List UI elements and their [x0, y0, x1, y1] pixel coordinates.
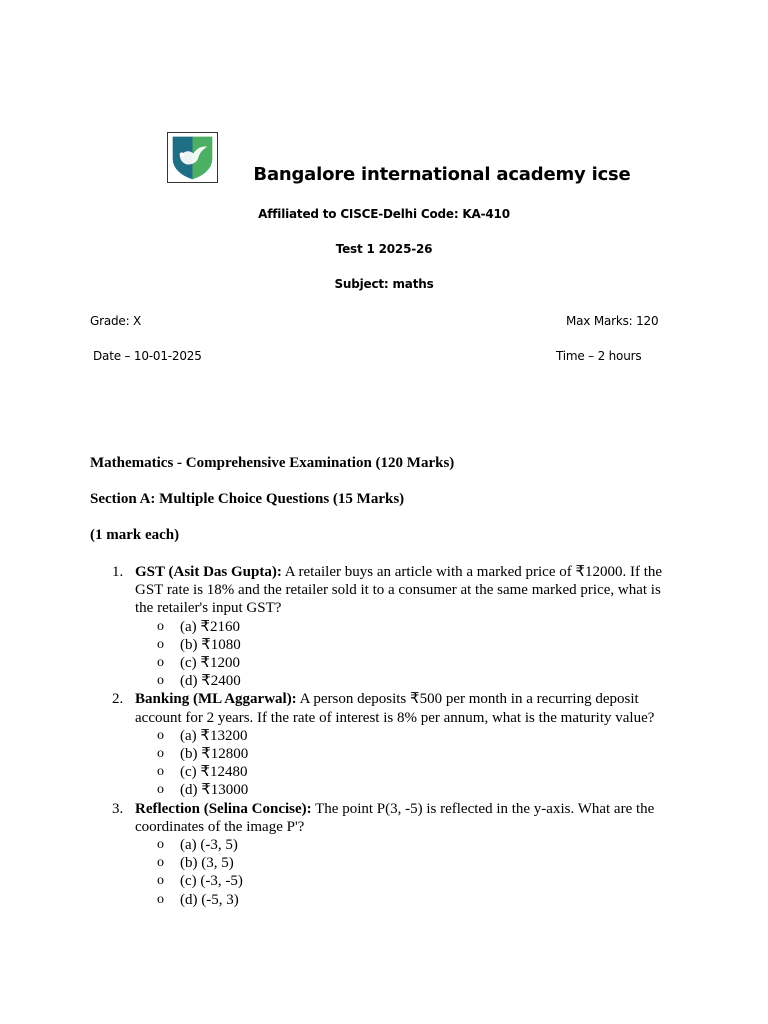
- option-text: (a) ₹2160: [180, 618, 240, 635]
- question-topic: GST (Asit Das Gupta):: [135, 564, 282, 580]
- question-2: [90, 690, 670, 799]
- question-topic: Banking (ML Aggarwal):: [135, 691, 297, 708]
- option-item: [135, 618, 670, 636]
- option-item: [135, 654, 670, 672]
- exam-title: Mathematics - Comprehensive Examination (120 Marks): [90, 455, 455, 471]
- option-item: [135, 745, 670, 763]
- question-1: [90, 563, 670, 690]
- bullet-icon: o: [157, 636, 164, 652]
- option-text: (c) ₹12480: [180, 764, 248, 781]
- option-item: [135, 781, 670, 799]
- option-item: [135, 836, 670, 854]
- bullet-icon: o: [157, 782, 164, 798]
- option-text: (d) ₹2400: [180, 673, 241, 690]
- bullet-icon: o: [157, 855, 164, 871]
- bullet-icon: o: [157, 837, 164, 853]
- question-text: [135, 690, 670, 726]
- question-body: The point P(3, -5) is reflected in the y-axis. What are the coordinates of the image P'?: [135, 800, 655, 835]
- option-text: (d) ₹13000: [180, 782, 249, 799]
- option-text: (a) ₹13200: [180, 727, 248, 744]
- option-text: (b) ₹12800: [180, 746, 249, 763]
- bullet-icon: o: [157, 618, 164, 634]
- question-list: [90, 563, 670, 909]
- bullet-icon: o: [157, 673, 164, 689]
- option-text: (c) ₹1200: [180, 655, 240, 672]
- max-marks-label: Max Marks: 120: [566, 314, 659, 328]
- question-topic: Reflection (Selina Concise):: [135, 800, 312, 817]
- bullet-icon: o: [157, 655, 164, 671]
- question-text: [135, 563, 670, 618]
- option-text: (a) (-3, 5): [180, 837, 238, 854]
- question-body: A person deposits ₹500 per month in a recurring deposit account for 2 years. If the rate of interest is 8% per annum, what is the maturity value?: [135, 691, 655, 726]
- grade-label: Grade: X: [90, 314, 142, 328]
- option-text: (c) (-3, -5): [180, 873, 243, 890]
- option-list: [135, 618, 670, 691]
- test-title: Test 1 2025-26: [335, 242, 433, 256]
- option-item: [135, 891, 670, 909]
- question-text: [135, 800, 670, 836]
- bullet-icon: o: [157, 727, 164, 743]
- subject-line: Subject: maths: [334, 277, 434, 291]
- question-number: 1.: [112, 564, 124, 580]
- bullet-icon: o: [157, 873, 164, 889]
- date-label: Date – 10-01-2025: [93, 349, 202, 363]
- bullet-icon: o: [157, 746, 164, 762]
- option-item: [135, 872, 670, 890]
- marks-note: (1 mark each): [90, 527, 180, 543]
- bullet-icon: o: [157, 764, 164, 780]
- option-item: [135, 727, 670, 745]
- option-text: (b) ₹1080: [180, 636, 241, 653]
- option-text: (b) (3, 5): [180, 855, 234, 872]
- option-list: [135, 836, 670, 909]
- option-text: (d) (-5, 3): [180, 891, 239, 908]
- affiliation-line: Affiliated to CISCE-Delhi Code: KA-410: [258, 207, 510, 221]
- option-item: [135, 854, 670, 872]
- question-body: A retailer buys an article with a marked price of ₹12000. If the GST rate is 18% and the retailer sold it to a consumer at the same marked price, what is the retailer's input GST?: [135, 564, 663, 617]
- option-list: [135, 727, 670, 800]
- section-heading: Section A: Multiple Choice Questions (15 Marks): [90, 491, 405, 507]
- school-name: Bangalore international academy icse: [253, 164, 631, 185]
- bullet-icon: o: [157, 891, 164, 907]
- question-number: 2.: [112, 691, 124, 708]
- time-label: Time – 2 hours: [556, 349, 642, 363]
- option-item: [135, 672, 670, 690]
- question-number: 3.: [112, 800, 124, 817]
- question-3: [90, 800, 670, 909]
- option-item: [135, 636, 670, 654]
- option-item: [135, 763, 670, 781]
